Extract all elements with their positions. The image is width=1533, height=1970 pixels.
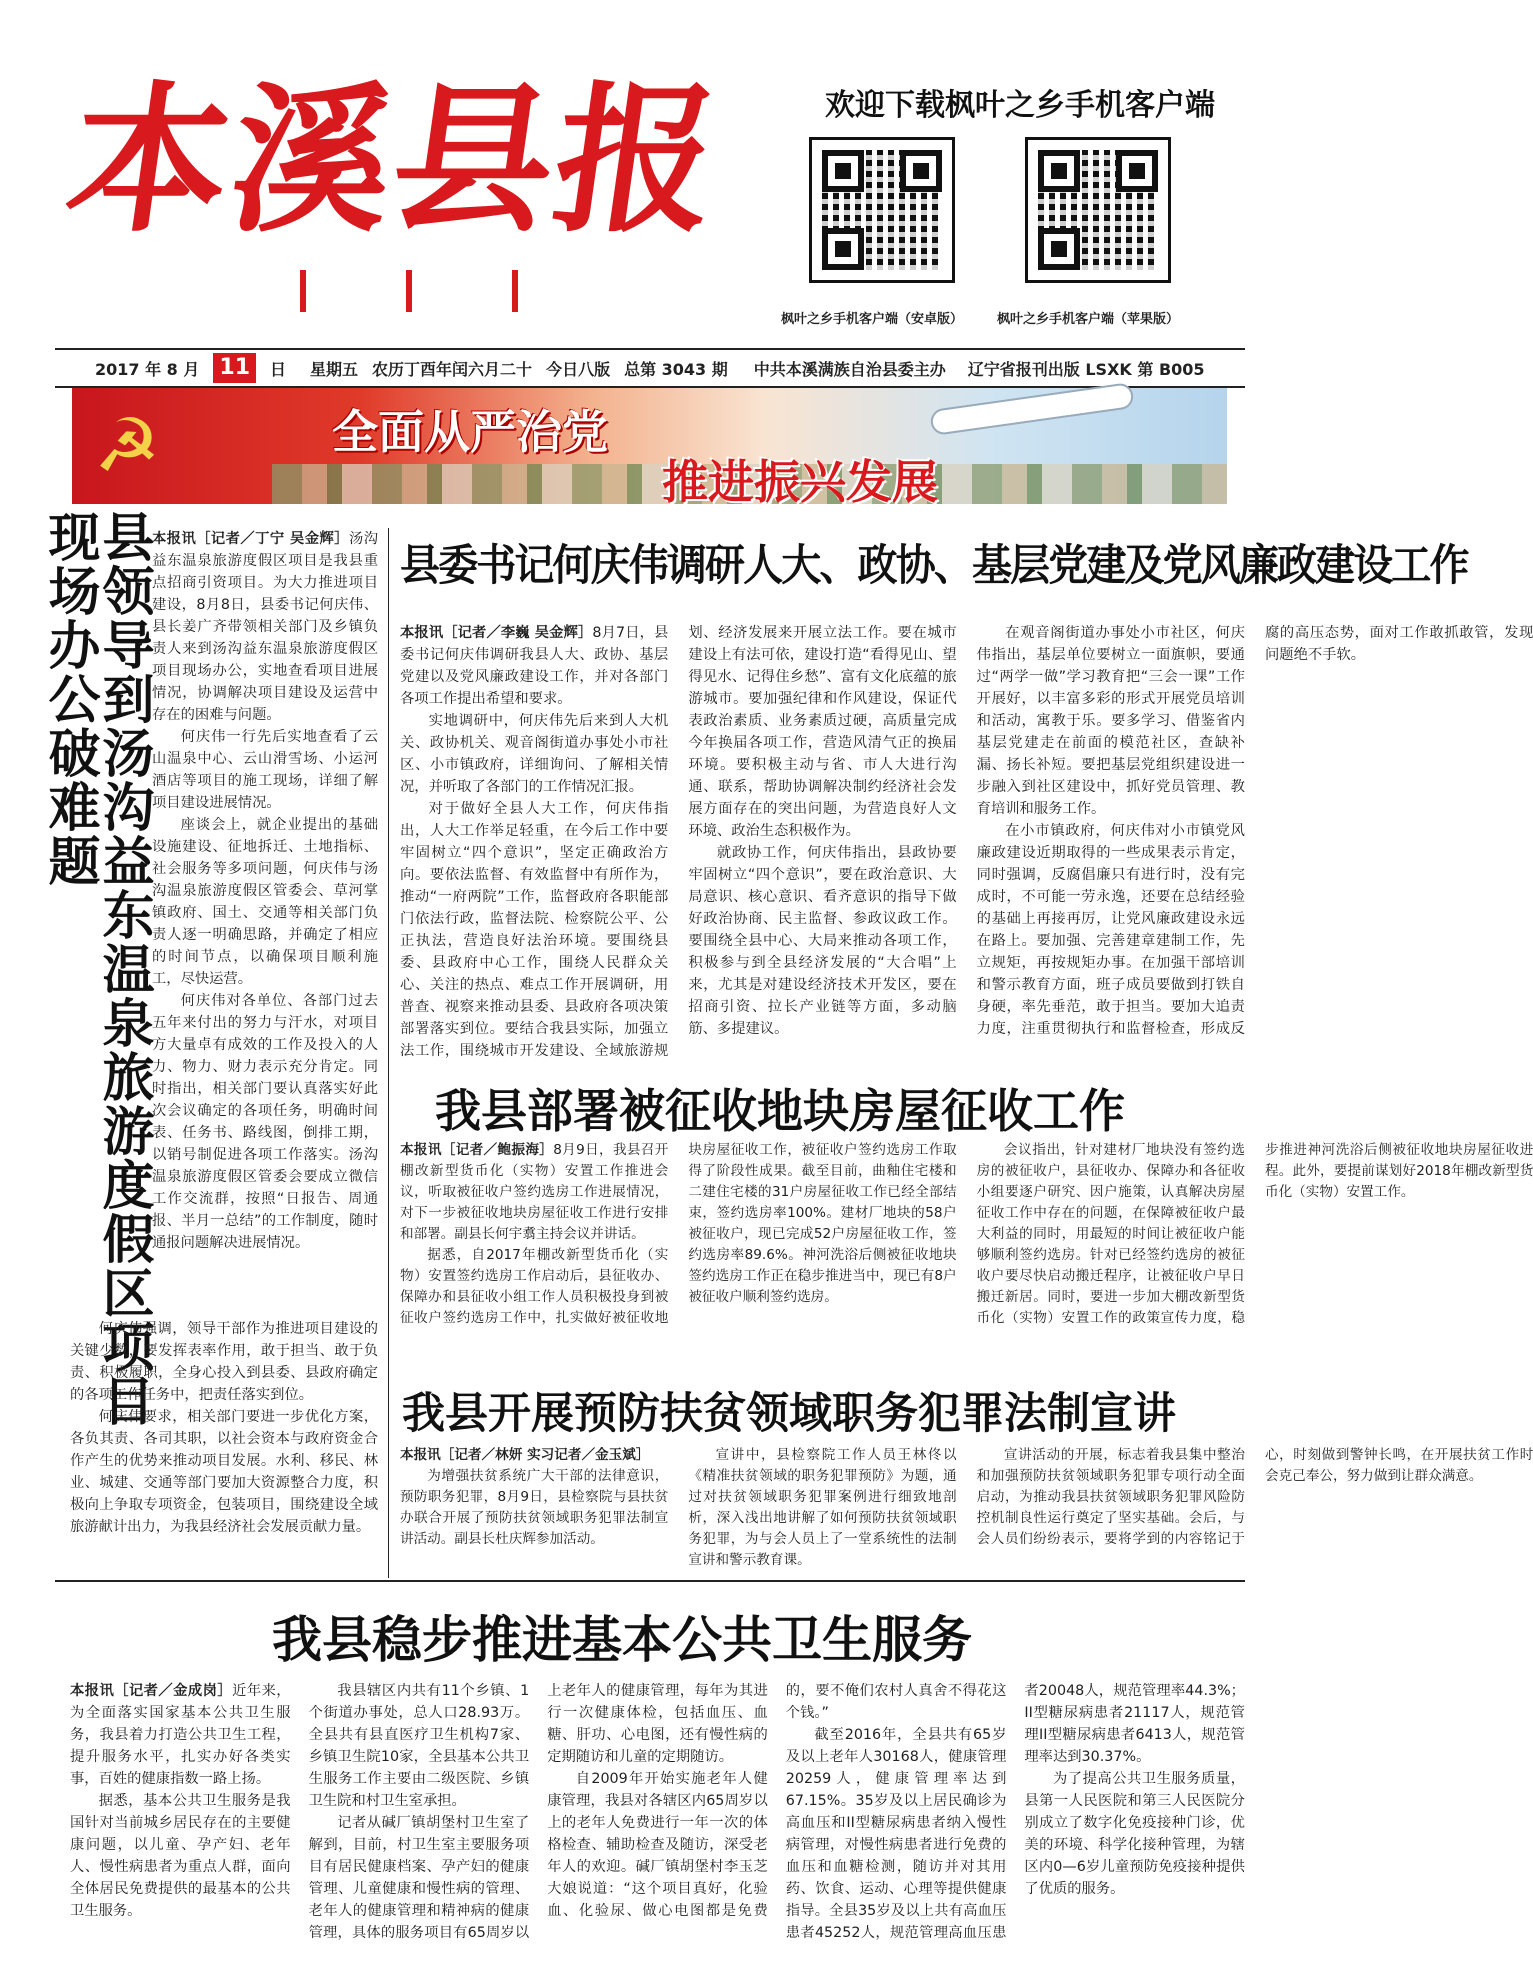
party-banner <box>72 388 1227 509</box>
newspaper-title: 本溪县报 <box>56 66 732 254</box>
article3-para-3: 会议指出，针对建材厂地块没有签约选房的被征收户，县征收办、保障办和各征收小组要逐户研究、因户施策，认真解决房屋征收工作中存在的问题，在保障被征收户最大利益的同时，用最短的时间让被征收户能够顺利签约选房。针对已经签约选房的被征收户要尽快启动搬迁程序，让被征收户早日搬迁新居。同时，要进一步加大棚改新型货币化（实物）安置工作的政策宣传力度，稳步推进神河洗浴后侧被征收地块房屋征收进程。此外，要提前谋划好2018年棚改新型货币化（实物）安置工作。 <box>976 1142 1533 1326</box>
article2-para-1: 8月7日，县委书记何庆伟调研我县人大、政协、基层党建以及党风廉政建设工作，并对各部门各项工作提出希望和要求。 <box>400 625 669 707</box>
article3-body <box>400 1140 1533 1340</box>
article5-body <box>70 1680 1245 1950</box>
date-day: 11 <box>213 353 256 383</box>
article5-para-4: 记者从碱厂镇胡堡村卫生室了解到，目前，村卫生室主要服务项目有居民健康档案、孕产妇的健康管理、儿童健康和慢性病的管理、老年人的健康管理和精神病的健康管理，具体的服务项目有65周岁以上老年人的健康管理，每年为其进行一次健康体检，包括血压、血糖、肝功、心电图，还有慢性病的定期随访和儿童的定期随访。 <box>308 1683 768 1941</box>
qr-android-caption: 枫叶之乡手机客户端（安卓版） <box>780 312 963 327</box>
weekday: 星期五 <box>310 359 359 379</box>
banner-slogan-1: 全面从严治党 <box>332 405 608 459</box>
article4-byline: 本报讯［记者／林妍 实习记者／金玉斌］ <box>400 1447 650 1463</box>
article5-para-6: 截至2016年，全县共有65岁及以上老年人30168人，健康管理20259人，健康管理率达到67.15%。35岁及以上居民确诊为高血压和II型糖尿病患者纳入慢性病管理，对慢性病患者进行免费的血压和血糖检测，随访并对其用药、饮食、运动、心理等提供健康指导。全县35岁及以上共有高血压患者45252人，规范管理高血压患者20048人，规范管理率44.3%；II型糖尿病患者21117人，规范管理II型糖尿病患者6413人，规范管理率达到30.37%。 <box>785 1683 1245 1941</box>
article5-byline: 本报讯［记者／金成岗］ <box>70 1683 233 1699</box>
article5-para-3: 我县辖区内共有11个乡镇、1个街道办事处，总人口28.93万。全县共有县直医疗卫生机构7家、乡镇卫生院10家，全县基本公共卫生服务工作主要由二级医院、乡镇卫生院和村卫生室承担。 <box>308 1683 530 1809</box>
article2-body <box>400 622 1533 1070</box>
publisher: 中共本溪满族自治县委主办 <box>753 359 946 379</box>
date-prefix: 2017 年 8 月 <box>95 359 200 379</box>
qr-code-ios[interactable] <box>1028 140 1168 280</box>
article5-para-2: 据悉，基本公共卫生服务是我国针对当前城乡居民存在的主要健康问题，以儿童、孕产妇、老年人、慢性病患者为重点人群，面向全体居民免费提供的最基本的公共卫生服务。 <box>70 1793 291 1919</box>
article5-headline[interactable]: 我县稳步推进基本公共卫生服务 <box>272 1610 972 1669</box>
article2-para-5: 在观音阁街道办事处小市社区，何庆伟指出，基层单位要树立一面旗帜，要通过“两学一做”学习教育把“三会一课”工作开展好，以丰富多彩的形式开展党员培训和活动，寓教于乐。要多学习、借鉴省内基层党建走在前面的模范社区，查缺补漏、扬长补短。要把基层党组织建设进一步融入到社区建设中，抓好党员管理、教育培训和服务工作。 <box>976 625 1245 817</box>
article1-body-top <box>152 528 378 1316</box>
date-suffix: 日 <box>270 359 287 379</box>
qr-ios-caption: 枫叶之乡手机客户端（苹果版） <box>996 312 1179 327</box>
article4-para-2: 宣讲中，县检察院工作人员王林佟以《精准扶贫领域的职务犯罪预防》为题，通过对扶贫领域职务犯罪案例进行细致地剖析，深入浅出地讲解了如何预防扶贫领域职务犯罪，为与会人员上了一堂系统性的法制宣讲和警示教育课。 <box>688 1447 957 1568</box>
section-divider <box>55 1580 1245 1582</box>
article3-byline: 本报讯［记者／鲍振海］ <box>400 1142 554 1158</box>
article1-body-bottom <box>70 1318 378 1576</box>
article2-byline: 本报讯［记者／李巍 吴金辉］ <box>400 625 593 641</box>
article5-para-1: 近年来，为全面落实国家基本公共卫生服务，我县着力打造公共卫生工程，提升服务水平，扎实办好各类实事，百姓的健康指数一路上扬。 <box>70 1683 291 1787</box>
column-divider <box>388 528 389 1578</box>
article4-body <box>400 1445 1533 1575</box>
edition-count: 今日八版 <box>546 359 611 379</box>
lunar-date: 农历丁酉年闰六月二十 <box>372 359 533 379</box>
article1-para-6: 何庆伟要求，相关部门要进一步优化方案，各负其责、各司其职，以社会资本与政府资金合作产生的优势来推动项目发展。水利、移民、林业、城建、交通等部门要加大资源整合力度，积极向上争取专项资金，包装项目，围绕建设全域旅游献计出力，为我县经济社会发展贡献力量。 <box>70 1409 378 1535</box>
masthead <box>56 66 732 270</box>
license-number: 辽宁省报刊出版 LSXK 第 B005 <box>967 359 1205 379</box>
hammer-sickle-icon: ☭ <box>94 403 161 489</box>
article2-para-2: 实地调研中，何庆伟先后来到人大机关、政协机关、观音阁街道办事处小市社区、小市镇政府，详细询问、了解相关情况，并听取了各部门的工作情况汇报。 <box>400 713 669 795</box>
app-download-welcome: 欢迎下载枫叶之乡手机客户端 <box>825 88 1215 123</box>
article1-para-1: 汤沟益东温泉旅游度假区项目是我县重点招商引资项目。为大力推进项目建设，8月8日，县委书记何庆伟、县长姜广齐带领相关部门及乡镇负责人来到汤沟益东温泉旅游度假区项目现场办公，实地查看项目进展情况，协调解决项目建设及运营中存在的困难与问题。 <box>152 531 378 723</box>
article4-para-1: 为增强扶贫系统广大干部的法律意识，预防职务犯罪，8月9日，县检察院与县扶贫办联合开展了预防扶贫领域职务犯罪法制宣讲活动。副县长杜庆辉参加活动。 <box>400 1468 669 1547</box>
article2-headline[interactable]: 县委书记何庆伟调研人大、政协、基层党建及党风廉政建设工作 <box>400 541 1468 591</box>
article1-byline: 本报讯［记者／丁宁 吴金辉］ <box>152 531 349 547</box>
article1-headline[interactable]: 县领导到汤沟益东温泉旅游度假区项目现场办公破难题 <box>39 510 154 1428</box>
article1-para-2: 何庆伟一行先后实地查看了云山温泉中心、云山滑雪场、小运河酒店等项目的施工现场，详细了解项目建设进展情况。 <box>152 729 378 811</box>
article2-para-4: 就政协工作，何庆伟指出，县政协要牢固树立“四个意识”，要在政治意识、大局意识、核心意识、看齐意识的指导下做好政治协商、民主监督、参政议政工作。要围绕全县中心、大局来推动各项工作，积极参与到全县经济发展的“大合唱”上来，尤其是对建设经济技术开发区，要在招商引资、拉长产业链等方面，多动脑筋、多提建议。 <box>688 845 957 1037</box>
qr-code-android[interactable] <box>812 140 952 280</box>
article3-para-1: 8月9日，我县召开棚改新型货币化（实物）安置工作推进会议，听取被征收户签约选房工作进展情况，对下一步被征收地块房屋征收工作进行安排和部署。副县长何宇翥主持会议并讲话。 <box>400 1142 669 1242</box>
airplane-image <box>931 384 1132 434</box>
issue-number: 总第 3043 期 <box>624 359 728 379</box>
article1-para-4: 何庆伟对各单位、各部门过去五年来付出的努力与汗水，对项目方大量卓有成效的工作及投入的人力、物力、财力表示充分肯定。同时指出，相关部门要认真落实好此次会议确定的各项任务，明确时间表、任务书、路线图，倒排工期，以销号制促进各项工作落实。汤沟温泉旅游度假区管委会要成立微信工作交流群，按照“日报告、周通报、半月一总结”的工作制度，随时通报问题解决进展情况。 <box>152 993 378 1251</box>
article1-para-5: 何庆伟强调，领导干部作为推进项目建设的关键少数，要发挥表率作用，敢于担当、敢于负责、积极履职，全身心投入到县委、县政府确定的各项工作任务中，把责任落实到位。 <box>70 1321 378 1403</box>
article5-para-5: 自2009年开始实施老年人健康管理，我县对各辖区内65周岁以上的老年人免费进行一年一次的体格检查、辅助检查及随访，深受老年人的欢迎。碱厂镇胡堡村李玉芝大娘说道：“这个项目真好，化验血、化验尿、做心电图都是免费的，要不俺们农村人真舍不得花这个钱。” <box>547 1683 1007 1919</box>
issue-info-bar <box>55 348 1245 388</box>
article2-para-6: 在小市镇政府，何庆伟对小市镇党风廉政建设近期取得的一些成果表示肯定，同时强调，反腐倡廉只有进行时，没有完成时，不可能一劳永逸，还要在总结经验的基础上再接再厉，让党风廉政建设永远在路上。要加强、完善建章建制工作，先立规矩，再按规矩办事。在加强干部培训和警示教育方面，班子成员要做到打铁自身硬，率先垂范，敢于担当。要加大追责力度，注重贯彻执行和监督检查，形成反腐的高压态势，面对工作敢抓敢管，发现问题绝不手软。 <box>976 625 1533 1037</box>
article4-para-3: 宣讲活动的开展，标志着我县集中整治和加强预防扶贫领域职务犯罪专项行动全面启动，为推动我县扶贫领域职务犯罪风险防控机制良性运行奠定了坚实基础。会后，与会人员们纷纷表示，要将学到的内容铭记于心，时刻做到警钟长鸣，在开展扶贫工作时会克己奉公，努力做到让群众满意。 <box>976 1447 1533 1547</box>
mongolian-script-title <box>300 270 650 330</box>
article5-para-7: 为了提高公共卫生服务质量，县第一人民医院和第三人民医院分别成立了数字化免疫接种门诊，优美的环境、科学化接种管理，为辖区内0—6岁儿童预防免疫接种提供了优质的服务。 <box>1024 1771 1245 1897</box>
article3-headline[interactable]: 我县部署被征收地块房屋征收工作 <box>435 1084 1125 1138</box>
banner-slogan-2: 推进振兴发展 <box>662 455 938 509</box>
article1-para-3: 座谈会上，就企业提出的基础设施建设、征地拆迁、土地指标、社会服务等多项问题，何庆伟与汤沟温泉旅游度假区管委会、草河掌镇政府、国土、交通等相关部门负责人逐一明确思路，并确定了相应的时间节点，以确保项目顺利施工，尽快运营。 <box>152 817 378 987</box>
article2-para-3: 对于做好全县人大工作，何庆伟指出，人大工作举足轻重，在今后工作中要牢固树立“四个意识”，坚定正确政治方向。要依法监督、有效监督中有所作为，推动“一府两院”工作，监督政府各职能部门依法行政，监督法院、检察院公平、公正执法，营造良好法治环境。要围绕县委、县政府中心工作，围绕人民群众关心、关注的热点、难点工作开展调研，用普查、视察来推动县委、县政府各项决策部署落实到位。要结合我县实际，加强立法工作，围绕城市开发建设、全域旅游规划、经济发展来开展立法工作。要在城市建设上有法可依，建设打造“看得见山、望得见水、记得住乡愁”、富有文化底蕴的旅游城市。要加强纪律和作风建设，保证代表政治素质、业务素质过硬，高质量完成今年换届各项工作，营造风清气正的换届环境。要积极主动与省、市人大进行沟通、联系，帮助协调解决制约经济社会发展方面存在的突出问题，为营造良好人文环境、政治生态积极作为。 <box>400 625 957 1059</box>
article3-para-2: 据悉，自2017年棚改新型货币化（实物）安置签约选房工作启动后，县征收办、保障办和县征收小组工作人员积极投身到被征收户签约选房工作中，扎实做好被征收地块房屋征收工作，被征收户签约选房工作取得了阶段性成果。截至目前，曲釉住宅楼和二建住宅楼的31户房屋征收工作已经全部结束，签约选房率100%。建材厂地块的58户被征收户，现已完成52户房屋征收工作，签约选房率89.6%。神河洗浴后侧被征收地块签约选房工作正在稳步推进当中，现已有8户被征收户顺利签约选房。 <box>400 1142 957 1326</box>
article4-headline[interactable]: 我县开展预防扶贫领域职务犯罪法制宣讲 <box>402 1389 1176 1439</box>
